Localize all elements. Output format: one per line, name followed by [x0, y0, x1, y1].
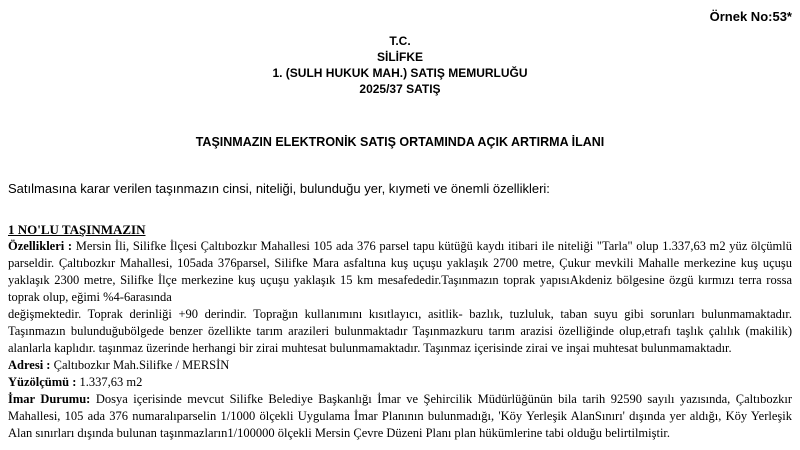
address-value: Çaltıbozkır Mah.Silifke / MERSİN: [53, 358, 230, 372]
page-title: TAŞINMAZIN ELEKTRONİK SATIŞ ORTAMINDA AÇIK ARTIRMA İLANI: [195, 135, 605, 149]
area-line: [8, 374, 792, 391]
address-line: [8, 357, 792, 374]
address-label: Adresi :: [8, 358, 51, 372]
header-tc: T.C.: [389, 34, 411, 48]
features-label: Özellikleri :: [8, 239, 73, 253]
intro-text: Satılmasına karar verilen taşınmazın cinsi, niteliği, bulunduğu yer, kıymeti ve önemli özellikleri:: [8, 181, 550, 196]
zoning-text: Dosya içerisinde mevcut Silifke Belediye Başkanlığı İmar ve Şehircilik Müdürlüğünün bila tarih 92590 sayılı yazısında, Çaltıbozkır Mahallesi, 105 ada 376 numaralıparselin 1/1000 ölçekli Uygulama İmar Planının bulunmadığı, 'Köy Yerleşik AlanSınırı' dışında yer aldığı, Köy Yerleşik Alan sınırları dışında bulunan taşınmazların1/100000 ölçekli Mersin Çevre Düzeni Planı plan hükümlerine tabi olduğu belirtilmiştir.: [8, 392, 793, 440]
features-paragraph: [8, 238, 792, 306]
area-value: 1.337,63 m2: [79, 375, 143, 389]
features-continued: değişmektedir. Toprak derinliği +90 derindir. Toprağın kullanımını kısıtlayıcı, asitlik- bazlık, tuzluluk, taban suyu gibi sorunları bulunmamaktadır. Taşınmazın bulunduğubölgede benzer özellikte tarım arazileri bulunmaktadır Taşınmazkuru tarım arazisi özelliğinde olup,etrafı taşlık çalılık (makilik) alanlarla kaplıdır. taşınmaz üzerinde herhangi bir zirai muhtesat bulunmamaktadır. Taşınmaz içerisinde zirai ve inşai muhtesat bulunmamaktadır.: [8, 307, 792, 355]
document-header: [0, 33, 800, 97]
zoning-label: İmar Durumu:: [8, 392, 91, 406]
header-case-number: 2025/37 SATIŞ: [359, 82, 441, 96]
features-text: Mersin İli, Silifke İlçesi Çaltıbozkır Mahallesi 105 ada 376 parsel tapu kütüğü kaydı itibari ile niteliği "Tarla" olup 1.337,63 m2 yüz ölçümlü parseldir. Çaltıbozkır Mahallesi, 105ada 376parsel, Silifke Mara asfaltına kuş uçuşu yaklaşık 2700 metre, Çukur mevkili Mahalle merkezine kuş uçuşu yaklaşık 2300 metre, Silifke İlçe merkezine kuş uçuşu yaklaşık 15 km mesafededir.Taşınmazın toprak yapısıAkdeniz bölgesine özgü kırmızı terra rossa toprak olup, eğimi %4-6arasında: [8, 239, 793, 304]
header-city: SİLİFKE: [376, 50, 423, 64]
header-office: 1. (SULH HUKUK MAH.) SATIŞ MEMURLUĞU: [272, 66, 528, 80]
property-heading: 1 NO'LU TAŞINMAZIN: [8, 222, 146, 237]
property-section: [8, 221, 792, 442]
document-number: Örnek No:53*: [709, 9, 792, 24]
zoning-paragraph: [8, 391, 792, 442]
area-label: Yüzölçümü :: [8, 375, 77, 389]
